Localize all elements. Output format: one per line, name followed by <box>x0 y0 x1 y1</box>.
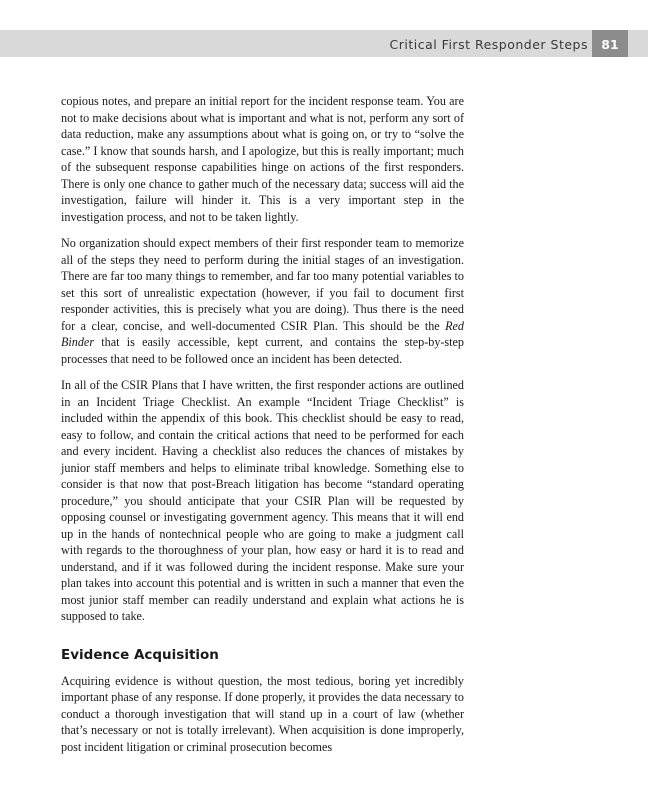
page-body <box>61 93 464 765</box>
paragraph-first-responder-notes: copious notes, and prepare an initial report for the incident response team. You are not to make decisions about what is important and what is not, perform any sort of data reduction, make any assumptions about what is going on, or try to “solve the case.” I know that sounds harsh, and I apologize, but this is really important; much of the subsequent response capabilities hinge on actions of the first responders. There is only one chance to gather much of the necessary data; success will aid the investigation, failure will hinder it. This is a very important step in the investigation process, and not to be taken lightly. <box>61 94 464 224</box>
paragraph-red-binder <box>61 235 464 367</box>
paragraph-evidence-acquisition: Acquiring evidence is without question, the most tedious, boring yet incredibly important phase of any response. If done properly, it provides the data necessary to conduct a thorough investigation that will stand up in a court of law (whether that’s necessary or not is totally irrelevant). When acquisition is done improperly, post incident litigation or criminal prosecution becomes <box>61 673 464 754</box>
page-number: 81 <box>592 30 628 57</box>
running-title: Critical First Responder Steps <box>389 37 588 52</box>
paragraph-text: that is easily accessible, kept current, and contains the step-by-step processes that need to be followed once an incident has been detected. <box>61 335 464 366</box>
paragraph-text: No organization should expect members of their first responder team to memorize all of the steps they need to perform during the initial stages of an investigation. There are far too many things to remember, and far too many potential variables to set this sort of unrealistic expectation (however, if you fail to document first responder activities, this is precisely what you are doing). Thus there is the need for a clear, concise, and well-documented CSIR Plan. This should be the <box>61 236 464 333</box>
emphasis-red-binder: Red Binder <box>61 318 464 349</box>
section-heading: Evidence Acquisition <box>61 646 219 663</box>
running-header <box>0 30 648 57</box>
paragraph-triage-checklist: In all of the CSIR Plans that I have written, the first responder actions are outlined in an Incident Triage Checklist. An example “Incident Triage Checklist” is included within the appendix of this book. This checklist should be easy to read, easy to follow, and contain the critical actions that need to be performed for each and every incident. Having a checklist also reduces the chances of mistakes by junior staff members and helps to eliminate tribal knowledge. Something else to consider is that now that post-Breach litigation has become “standard operating procedure,” you should anticipate that your CSIR Plan will be requested by opposing counsel or investigating government agency. This means that it will end up in the hands of nontechnical people who are going to make a judgment call with regards to the thoroughness of your plan, how easy or hard it is to read and understand, and if it was followed during the incident response. Make sure your plan takes into account this potential and is written in such a manner that even the most junior staff member can readily understand and explain what actions he is supposed to take. <box>61 378 464 623</box>
